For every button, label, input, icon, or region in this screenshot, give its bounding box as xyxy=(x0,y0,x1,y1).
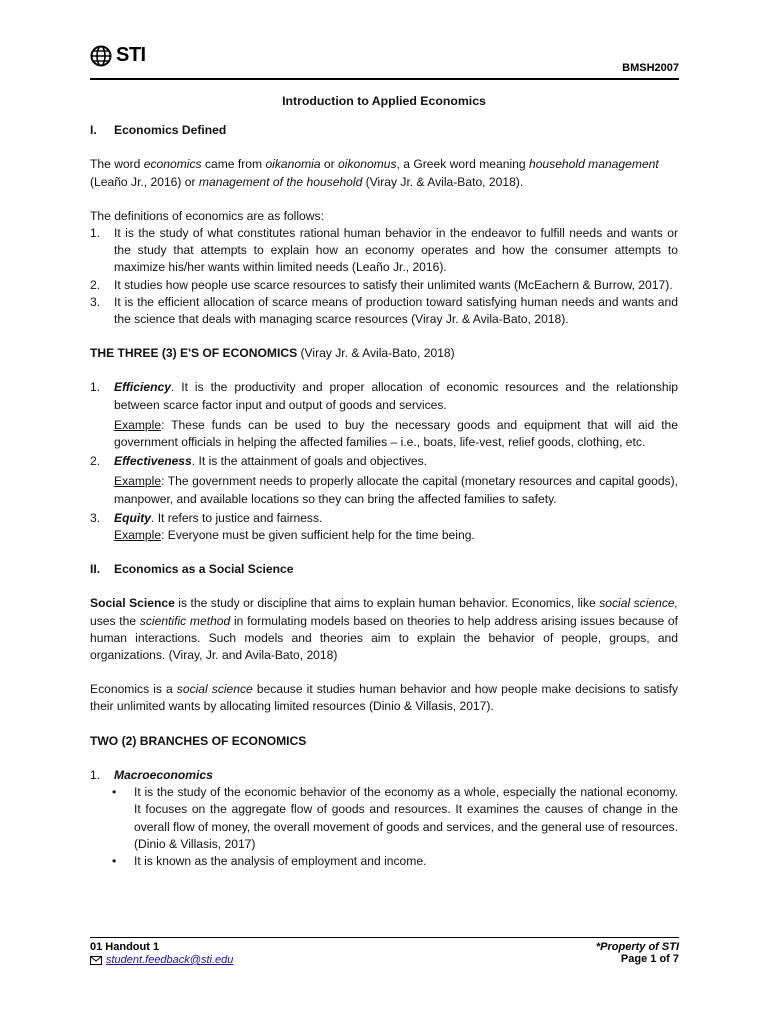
intro-paragraph: The word economics came from oikanomia or oikonomus, a Greek word meaning household management (Leaño Jr., 2016) or management of the household (Viray Jr. & Avila-Bato, 2018). xyxy=(90,157,659,189)
footer-left xyxy=(90,941,233,966)
page-number: Page 1 of 7 xyxy=(620,953,679,965)
branches-list xyxy=(90,767,678,784)
footer-divider xyxy=(90,937,679,938)
section-number: I. xyxy=(90,123,97,138)
header-divider xyxy=(90,78,679,80)
property-label: *Property of STI xyxy=(595,941,679,953)
section-heading xyxy=(90,122,678,139)
footer-right xyxy=(596,941,679,965)
envelope-icon xyxy=(90,956,102,965)
definitions-list xyxy=(90,225,678,328)
three-es-list xyxy=(90,379,678,544)
list-item: 2. Effectiveness. It is the attainment of goals and objectives. Example: The government needs to properly allocate the capital (monetary resources and capital goods), manpower, and available locations so they can bring the affected families to safety. xyxy=(90,453,678,508)
email-link[interactable]: student.feedback@sti.edu xyxy=(106,954,234,966)
definitions-lead: The definitions of economics are as follows: xyxy=(90,208,324,223)
document-title: Introduction to Applied Economics xyxy=(282,94,486,108)
list-item: 3. It is the efficient allocation of scarce means of production toward satisfying human needs and wants and the science that deals with managing scarce resources (Viray Jr. & Avila-Bato, 2018). xyxy=(90,294,678,327)
list-item: 1. Efficiency. It is the productivity and proper allocation of economic resources and the relationship between scarce factor input and output of goods and services. Example: These funds can be used to buy the necessary goods and equipment that will aid the government officials in helping the affected families – i.e., boats, life-vest, relief goods, clothing, etc. xyxy=(90,379,678,451)
branches-heading: TWO (2) BRANCHES OF ECONOMICS xyxy=(90,733,307,748)
example-text: Example: Everyone must be given sufficient help for the time being. xyxy=(114,528,475,543)
bullet-item: • It is the study of the economic behavior of the economy as a whole, especially the national economy. It focuses on the aggregate flow of goods and resources. It examines the causes of change in the overall flow of money, the overall movement of goods and services, and the general use of resources. (Dinio & Villasis, 2017) xyxy=(112,785,678,851)
example-text: Example: These funds can be used to buy the necessary goods and equipment that will aid the government officials in helping the affected families – i.e., boats, life-vest, relief goods, clothing, etc. xyxy=(114,417,678,450)
example-text: Example: The government needs to properly allocate the capital (monetary resources and capital goods), manpower, and available locations so they can bring the affected families to safety. xyxy=(114,474,678,506)
list-item: 2. It studies how people use scarce resources to satisfy their unlimited wants (McEachern & Burrow, 2017). xyxy=(90,277,673,292)
logo-text: STI xyxy=(116,44,146,66)
section-title: Economics Defined xyxy=(114,123,227,138)
section-number: II. xyxy=(90,562,101,577)
sti-logo xyxy=(90,44,146,67)
handout-label: 01 Handout 1 xyxy=(90,941,160,953)
list-item: 1. Macroeconomics xyxy=(90,767,213,782)
section-title: Economics as a Social Science xyxy=(114,562,294,577)
globe-icon xyxy=(90,45,114,67)
course-code: BMSH2007 xyxy=(622,62,679,74)
economics-social-science-paragraph: Economics is a social science because it studies human behavior and how people make decisions to satisfy their unlimited wants by allocating limited resources (Dinio & Villasis, 2017). xyxy=(90,682,679,714)
list-item: 1. It is the study of what constitutes rational human behavior in the endeavor to fulfill needs and wants or the study that attempts to explain how an economy operates and how the consumer attempts to maximize his/her wants within limited needs (Leaño Jr., 2016). xyxy=(90,226,678,275)
section-heading xyxy=(90,561,678,578)
document-body xyxy=(90,88,678,870)
social-science-paragraph: Social Science is the study or discipline that aims to explain human behavior. Economics, like social science, uses the scientific method in formulating models based on theories to help address arising issues because of human interactions. Such models and theories aim to explain the behavior of people, groups, and organizations. (Viray, Jr. and Avila-Bato, 2018) xyxy=(90,596,678,663)
three-es-heading: THE THREE (3) E'S OF ECONOMICS (Viray Jr. & Avila-Bato, 2018) xyxy=(90,346,455,361)
list-item: 3. Equity. It refers to justice and fairness. Example: Everyone must be given sufficient help for the time being. xyxy=(90,510,678,544)
email-row xyxy=(90,954,233,966)
bullet-item: • It is known as the analysis of employment and income. xyxy=(112,853,427,868)
